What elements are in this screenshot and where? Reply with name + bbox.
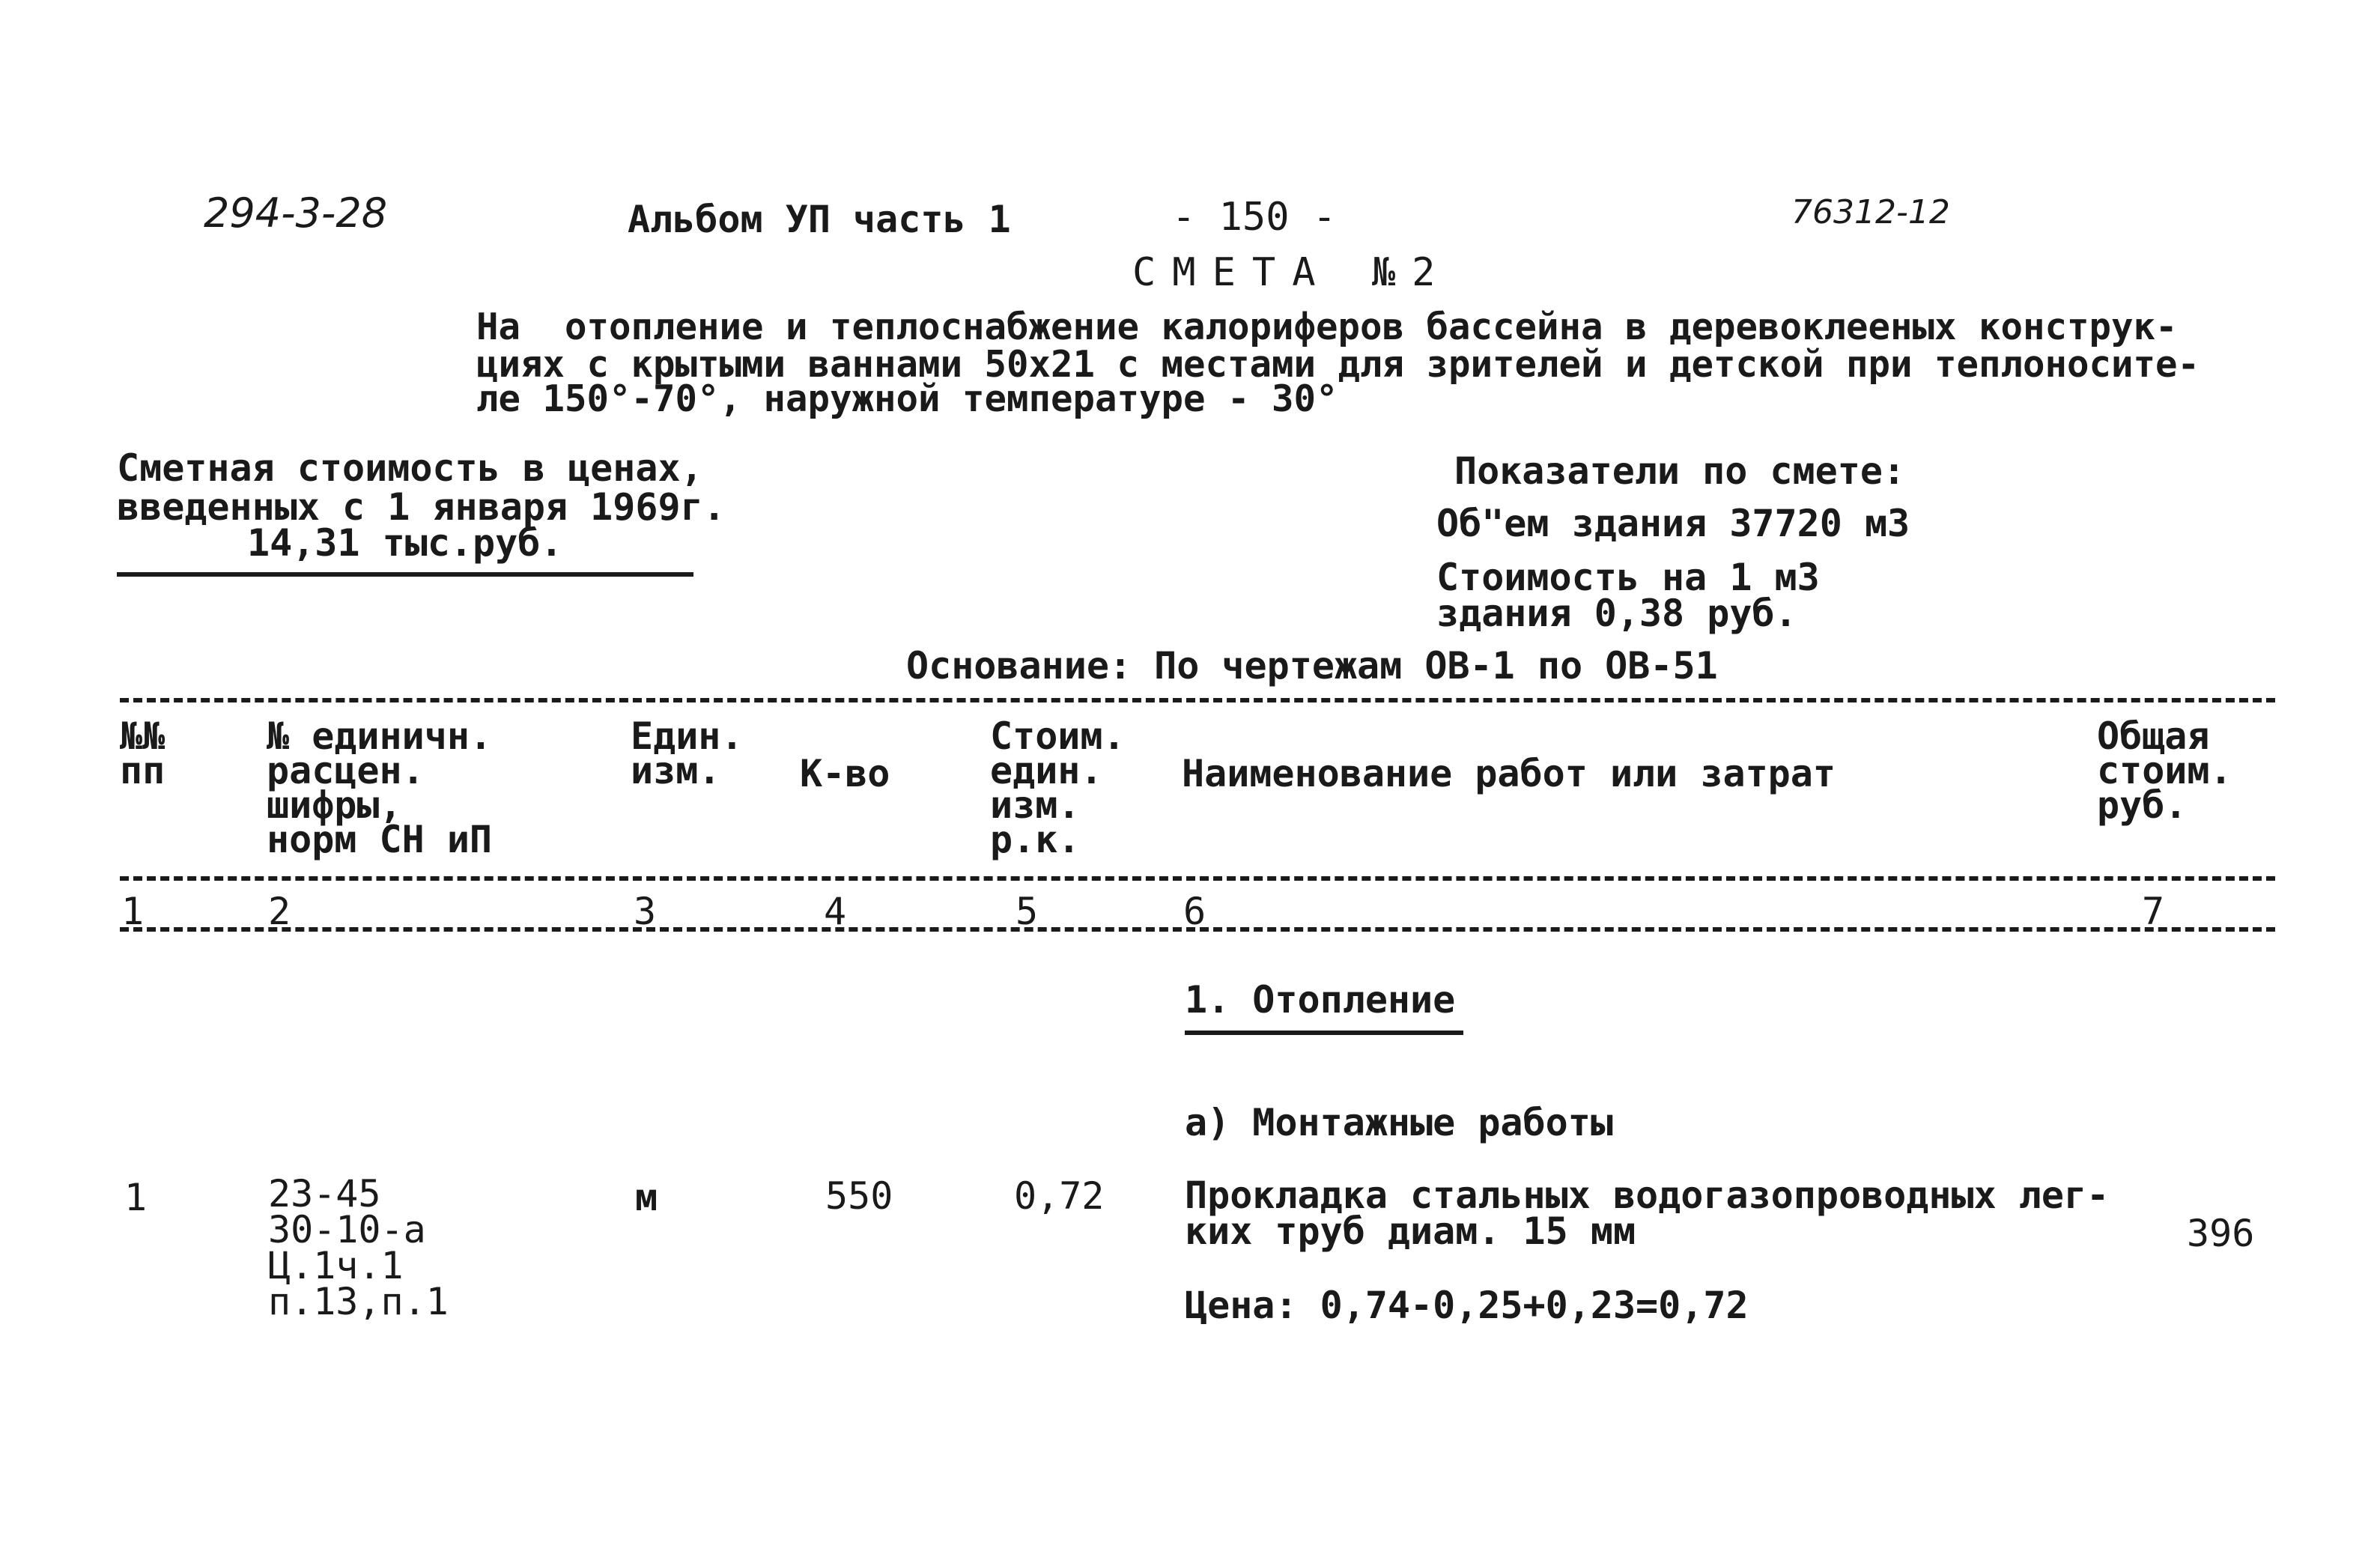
description-line-2: циях с крытыми ваннами 50х21 с местами для зрителей и детской при теплоносите- xyxy=(476,343,2200,386)
row-unit: м xyxy=(635,1176,658,1219)
document-code-left: 294-3-28 xyxy=(204,189,388,237)
description-line-1: На отопление и теплоснабжение калориферов бассейна в деревоклееных конструк- xyxy=(476,306,2178,348)
column-header-total: Общая стоим. руб. xyxy=(2097,714,2232,827)
row-quantity: 550 xyxy=(825,1174,893,1218)
unit-cost-line-1: Стоимость на 1 м3 xyxy=(1436,556,1820,599)
cost-underline xyxy=(117,572,693,577)
unit-cost-line-2: здания 0,38 руб. xyxy=(1436,592,1797,635)
column-header-unit-price: Стоим. един. изм. р.к. xyxy=(990,714,1126,861)
column-number-3: 3 xyxy=(634,890,657,933)
table-top-rule xyxy=(120,698,2275,702)
section-heading: 1. Отопление xyxy=(1185,978,1456,1022)
row-total: 396 xyxy=(2187,1212,2255,1255)
cost-total: 14,31 тыс.руб. xyxy=(247,521,563,565)
row-unit-price: 0,72 xyxy=(1014,1174,1105,1218)
album-label: Альбом УП часть 1 xyxy=(628,198,1011,241)
column-number-4: 4 xyxy=(824,890,847,933)
section-heading-underline xyxy=(1185,1031,1463,1035)
column-header-name: Наименование работ или затрат xyxy=(1182,752,1836,795)
column-number-7: 7 xyxy=(2142,890,2165,933)
building-volume: Об"ем здания 37720 м3 xyxy=(1436,502,1910,545)
page-number: - 150 - xyxy=(1172,195,1337,240)
column-header-num: №№ пп xyxy=(120,714,166,792)
column-header-qty: К-во xyxy=(800,752,890,795)
column-number-1: 1 xyxy=(121,890,145,933)
description-line-3: ле 150°-70°, наружной температуре - 30° xyxy=(476,377,1338,420)
row-number: 1 xyxy=(124,1176,148,1219)
column-numbers-rule xyxy=(120,927,2275,932)
subsection-heading: а) Монтажные работы xyxy=(1185,1101,1613,1144)
column-number-6: 6 xyxy=(1183,890,1206,933)
row-price-note: Цена: 0,74-0,25+0,23=0,72 xyxy=(1185,1284,1749,1327)
column-header-unit: Един. изм. xyxy=(631,714,744,792)
column-header-code: № единичн. расцен. шифры, норм СН иП xyxy=(267,714,493,861)
cost-line-2: введенных с 1 января 1969г. xyxy=(117,485,726,529)
cost-line-1: Сметная стоимость в ценах, xyxy=(117,446,703,490)
indicators-heading: Показатели по смете: xyxy=(1454,449,1906,493)
row-code: 23-45 30-10-а Ц.1ч.1 п.13,п.1 xyxy=(268,1172,449,1323)
document-code-right: 76312-12 xyxy=(1791,193,1950,231)
column-number-5: 5 xyxy=(1016,890,1039,933)
header-bottom-rule xyxy=(120,876,2275,881)
basis-line: Основание: По чертежам ОВ-1 по ОВ-51 xyxy=(906,644,1718,688)
column-number-2: 2 xyxy=(268,890,291,933)
document-title: СМЕТА №2 xyxy=(1132,250,1452,295)
row-work-name: Прокладка стальных водогазопроводных лег- ких труб диам. 15 мм xyxy=(1185,1174,2110,1253)
